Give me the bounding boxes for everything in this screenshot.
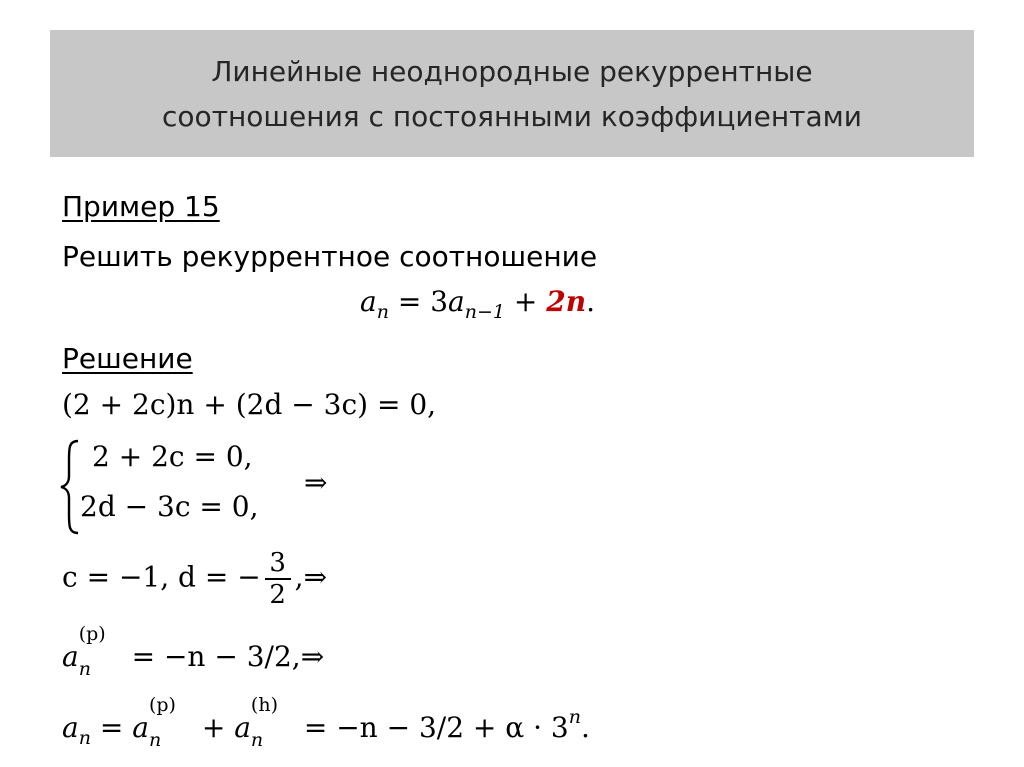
general-scripts-2 <box>148 693 193 751</box>
general-sub-2: n <box>148 728 162 751</box>
eq-rhs-var: a <box>448 285 465 318</box>
particular-rest: = −n − 3/2,⇒ <box>131 640 325 673</box>
fraction-numerator: 3 <box>269 548 286 578</box>
eq-highlight-term: 2n <box>546 285 587 318</box>
values-line <box>62 548 327 610</box>
fraction <box>265 548 291 610</box>
general-sub-3: n <box>250 728 264 751</box>
system-eq-1: 2 + 2c = 0, <box>92 440 253 473</box>
particular-solution-line <box>62 622 325 680</box>
slide-title-line-2: соотношения с постоянными коэффициентами <box>162 99 862 133</box>
general-sup-2: (p) <box>148 693 176 716</box>
general-exponent: n <box>568 706 581 728</box>
general-solution-line <box>62 693 590 751</box>
eq-plus: + <box>504 285 547 318</box>
eq-end: . <box>586 285 595 318</box>
system-eq-2: 2d − 3c = 0, <box>80 490 259 523</box>
particular-var: a <box>62 640 79 673</box>
eq-lhs-var: a <box>360 285 377 318</box>
general-plus: + <box>201 711 226 744</box>
task-text: Решить рекуррентное соотношение <box>62 240 598 273</box>
general-rest: = −n − 3/2 + α · 3 <box>303 711 569 744</box>
particular-sub: n <box>78 657 91 680</box>
particular-scripts <box>78 622 123 680</box>
system-implies-arrow: ⇒ <box>304 466 328 499</box>
general-var-3: a <box>234 711 251 744</box>
eq-rhs-sub: n−1 <box>464 301 505 323</box>
slide-title-line-1: Линейные неоднородные рекуррентные <box>211 54 813 88</box>
eq-lhs-sub: n <box>376 301 389 323</box>
fraction-denominator: 2 <box>269 580 286 610</box>
values-text: c = −1, d = − <box>62 560 261 594</box>
title-bar <box>50 30 974 157</box>
eq-equals: = 3 <box>388 285 449 318</box>
particular-sup: (p) <box>78 622 106 645</box>
values-tail: ,⇒ <box>294 560 328 594</box>
general-sub-1: n <box>78 727 91 749</box>
general-sup-3: (h) <box>250 693 278 716</box>
general-scripts-3 <box>250 693 295 751</box>
general-var-1: a <box>62 711 79 744</box>
solution-label: Решение <box>62 342 193 375</box>
general-end: . <box>580 711 590 744</box>
general-equals: = <box>99 711 124 744</box>
slide-title <box>162 49 862 139</box>
left-brace-icon <box>58 438 82 536</box>
recurrence-equation <box>360 285 595 323</box>
example-label: Пример 15 <box>62 190 220 223</box>
general-var-2: a <box>132 711 149 744</box>
identity-line: (2 + 2c)n + (2d − 3c) = 0, <box>62 388 437 421</box>
